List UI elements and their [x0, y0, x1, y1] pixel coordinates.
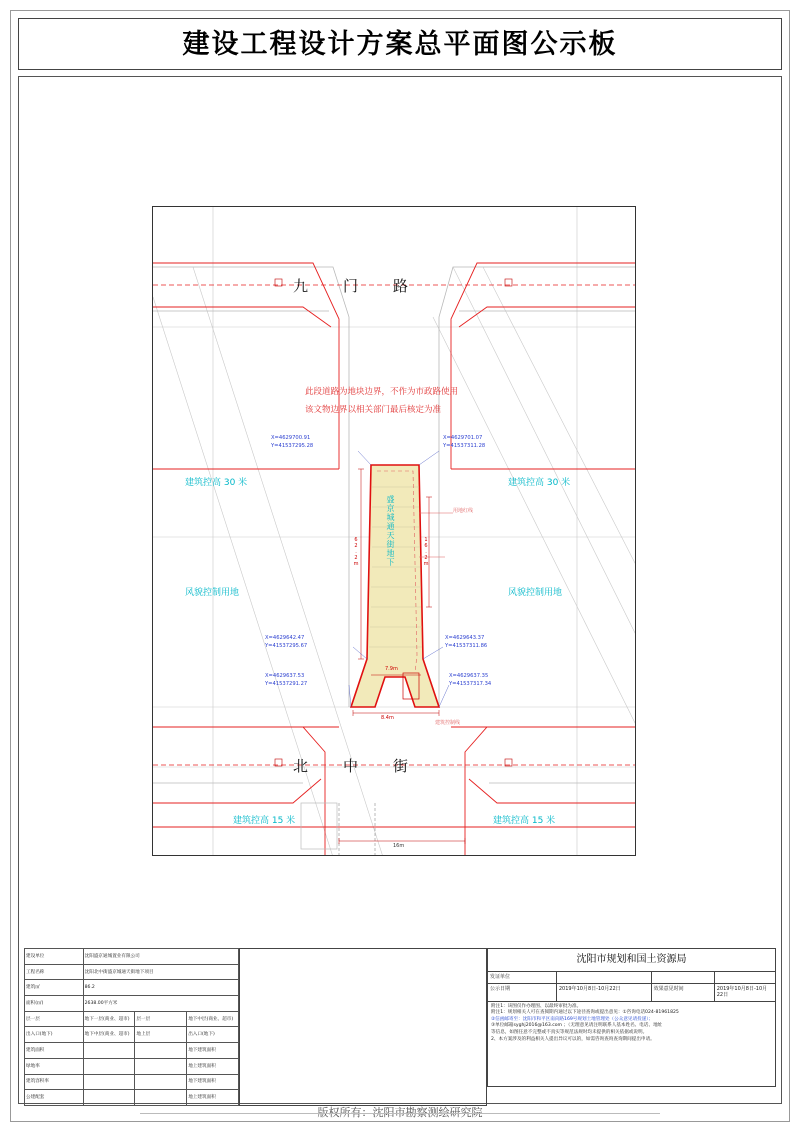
grid-r4c3: [135, 1058, 187, 1074]
coord-6-x: X=4629637.35: [449, 673, 489, 679]
publish-date-label: 公示日期: [488, 984, 557, 1001]
coord-6: [449, 673, 491, 689]
row-label-area-unit: 建筑㎡: [25, 980, 84, 996]
notice-title: 附注1：该图仅作办理图、以最终审批为准。: [491, 1003, 582, 1009]
zone-label-style-right: 风貌控制用地: [508, 588, 563, 598]
red-note-1: 此段道路为地块边界，不作为市政路使用: [305, 387, 459, 397]
coord-4-y: Y=41537311.86: [445, 642, 488, 649]
grid-r4c1: 绿地率: [25, 1058, 84, 1074]
authority-name: 沈阳市规划和国土资源局: [487, 948, 776, 971]
grid-r3c1: 建筑面积: [25, 1043, 84, 1059]
issuer-value: [557, 972, 652, 983]
project-info-table: [24, 948, 239, 1106]
building-line-label: 建筑控制线: [435, 720, 461, 726]
authority-row-2: [487, 983, 776, 1001]
street-label-jiumen: 九 门 路: [293, 277, 419, 295]
site-plan-drawing: [152, 206, 636, 856]
grid-r1c4: 地下中层(商业、超市): [187, 1011, 239, 1027]
plot-name-label: 盛京城通天街地下: [386, 495, 395, 567]
publish-date-value: 2019年10月8日-10月22日: [557, 984, 652, 1001]
coord-3-y: Y=41537295.67: [265, 642, 308, 649]
coord-5: [265, 673, 307, 689]
coord-2-x: X=4629701.07: [443, 435, 483, 441]
grid-r2c3: 地上层: [135, 1027, 187, 1043]
grid-r5c2: [83, 1074, 135, 1090]
coord-5-y: Y=41537291.27: [265, 680, 308, 687]
row-value-project: 沈阳北中街盛京城通天街地下项目: [83, 964, 238, 980]
coord-3: [265, 635, 307, 651]
grid-r5c1: 建筑容积率: [25, 1074, 84, 1090]
dim-7-9m: 7.9m: [385, 666, 398, 672]
notice-1: 附注1：规划相关人可在查阅期内通过以下途径查询或提出意见：①咨询电话024-81961825: [491, 1010, 679, 1016]
dim-62-2m: 62.2m: [353, 537, 359, 567]
zone-label-style-left: 风貌控制用地: [185, 588, 240, 598]
page-title: 建设工程设计方案总平面图公示板: [182, 29, 618, 60]
coord-5-x: X=4629637.53: [265, 673, 305, 679]
street-label-beizhong: 北 中 街: [293, 757, 419, 775]
coord-2: [443, 435, 485, 451]
coord-4: [445, 635, 487, 651]
row-label-project: 工程名称: [25, 964, 84, 980]
notice-3: ③单位邮箱syghj2016@163.com ；（无理意见请注明联系人基本姓名、电话、地址: [491, 1023, 663, 1029]
approval-value: [715, 972, 775, 983]
grid-r3c3: [135, 1043, 187, 1059]
coord-6-y: Y=41537317.34: [449, 680, 492, 687]
footer-divider: [140, 1113, 660, 1114]
redline-label: 用地红线: [453, 508, 474, 514]
grid-r2c4: 出入口(地下): [187, 1027, 239, 1043]
grid-r5c3: [135, 1074, 187, 1090]
grid-r3c2: [83, 1043, 135, 1059]
row-value-unit: 沈阳盛京通城置业有限公司: [83, 949, 238, 965]
dim-16m: 16m: [393, 843, 405, 849]
zone-label-h15-left: 建筑控高 15 米: [233, 816, 296, 826]
grid-r6c4: 地上建筑面积: [187, 1090, 239, 1106]
authority-block: [487, 948, 776, 1106]
coord-2-y: Y=41537311.28: [443, 442, 486, 449]
authority-row-1: [487, 971, 776, 983]
coord-1-y: Y=41537295.28: [271, 442, 314, 449]
approval-label: [652, 972, 715, 983]
coord-1-x: X=4629700.91: [271, 435, 311, 441]
row-value-area-unit: 86.2: [83, 980, 238, 996]
title-band: [18, 18, 782, 70]
copyright-text: 版权所有：沈阳市勘察测绘研究院: [317, 1106, 483, 1119]
grid-r1c3: 层一层: [135, 1011, 187, 1027]
dim-8-4m: 8.4m: [381, 715, 394, 721]
legend-box: [239, 948, 487, 1106]
notice-block: [487, 1001, 776, 1087]
grid-r3c4: 地下建筑面积: [187, 1043, 239, 1059]
feedback-value: 2019年10月8日-10月22日: [716, 985, 768, 998]
grid-r2c2: 地下中层(商业、超市): [83, 1027, 135, 1043]
notice-4: 等信息，如图任意不完整或不真实等规范法规时均未提供的相关依据或说明。: [491, 1030, 648, 1036]
grid-r4c2: [83, 1058, 135, 1074]
grid-r4c4: 地上建筑面积: [187, 1058, 239, 1074]
coord-1: [271, 435, 313, 451]
grid-r1c1: 层一层: [25, 1011, 84, 1027]
zone-label-h30-right: 建筑控高 30 米: [508, 478, 571, 488]
notice-2: ②信函邮寄至：沈阳市和平区南向路169号规划土地管理处（公众意见请投递）；: [491, 1016, 654, 1022]
zone-label-h15-right: 建筑控高 15 米: [493, 816, 556, 826]
zone-label-h30-left: 建筑控高 30 米: [185, 478, 248, 488]
row-label-area: 面积(㎡): [25, 996, 84, 1012]
notice-5: 2、本方案涉及的利益相关人提出异议可以的，如需咨询查询查询期间提出申请。: [491, 1036, 655, 1042]
row-label-unit: 建设单位: [25, 949, 84, 965]
feedback-label: 效果意见时间: [652, 984, 715, 1001]
dim-16-2m: 16.2m: [423, 537, 429, 567]
grid-r6c1: 公建配套: [25, 1090, 84, 1106]
grid-r2c1: 出入口(地下): [25, 1027, 84, 1043]
row-value-area: 2638.00平方米: [83, 996, 238, 1012]
footer: [0, 1104, 800, 1120]
grid-r1c2: 地下一层(商业、超市): [83, 1011, 135, 1027]
red-note-2: 该文物边界以相关部门最后核定为准: [305, 405, 442, 415]
coord-4-x: X=4629643.37: [445, 635, 485, 641]
coord-3-x: X=4629642.47: [265, 635, 305, 641]
issuer-label: 发证单位: [488, 972, 557, 983]
grid-r5c4: 地下建筑面积: [187, 1074, 239, 1090]
